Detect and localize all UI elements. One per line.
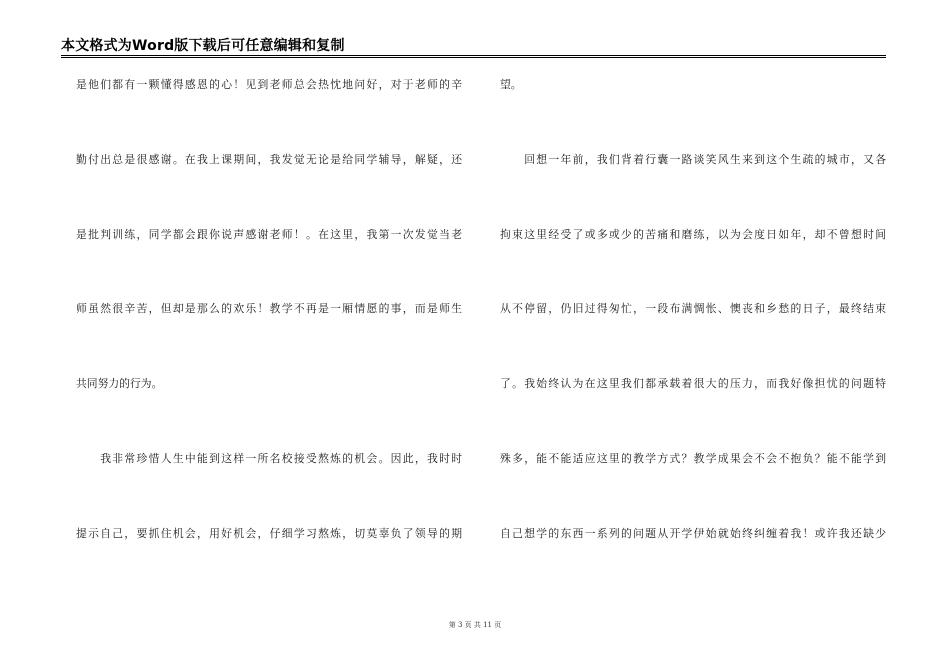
text-line: 共同努力的行为。 <box>76 377 163 391</box>
header-rule-top <box>61 55 886 56</box>
document-header-title: 本文格式为Word版下载后可任意编辑和复制 <box>61 38 345 54</box>
text-line: 从不停留，仍旧过得匆忙，一段布满惆怅、懊丧和乡愁的日子，最终结束 <box>500 302 886 316</box>
text-line: 望。 <box>500 78 522 91</box>
page-number-footer: 第 3 页 共 11 页 <box>448 621 502 629</box>
text-line: 是批判训练，同学都会跟你说声感谢老师！。在这里，我第一次发觉当老 <box>76 227 462 241</box>
text-line: 提示自己，要抓住机会，用好机会，仔细学习熬炼，切莫辜负了领导的期 <box>76 526 462 540</box>
text-line: 了。我始终认为在这里我们都承载着很大的压力，而我好像担忧的问题特 <box>500 377 886 391</box>
text-line: 是他们都有一颗懂得感恩的心！见到老师总会热忱地问好，对于老师的辛 <box>76 78 462 91</box>
header-rule-bottom <box>61 57 886 58</box>
text-line: 自己想学的东西一系列的问题从开学伊始就始终纠缠着我！或许我还缺少 <box>500 526 886 540</box>
text-line: 回想一年前，我们背着行囊一路谈笑风生来到这个生疏的城市，又各 <box>500 152 886 166</box>
text-line: 师虽然很辛苦，但却是那么的欢乐！教学不再是一厢情愿的事，而是师生 <box>76 302 462 316</box>
left-text-column <box>76 74 462 598</box>
text-line: 勤付出总是很感谢。在我上课期间，我发觉无论是给同学辅导，解疑，还 <box>76 152 462 166</box>
text-line: 殊多，能不能适应这里的教学方式？教学成果会不会不抱负？能不能学到 <box>500 451 886 465</box>
right-text-column <box>500 74 886 598</box>
text-line: 拘束这里经受了或多或少的苦痛和磨练，以为会度日如年，却不曾想时间 <box>500 227 886 241</box>
text-line: 我非常珍惜人生中能到这样一所名校接受熬炼的机会。因此，我时时 <box>76 451 462 465</box>
